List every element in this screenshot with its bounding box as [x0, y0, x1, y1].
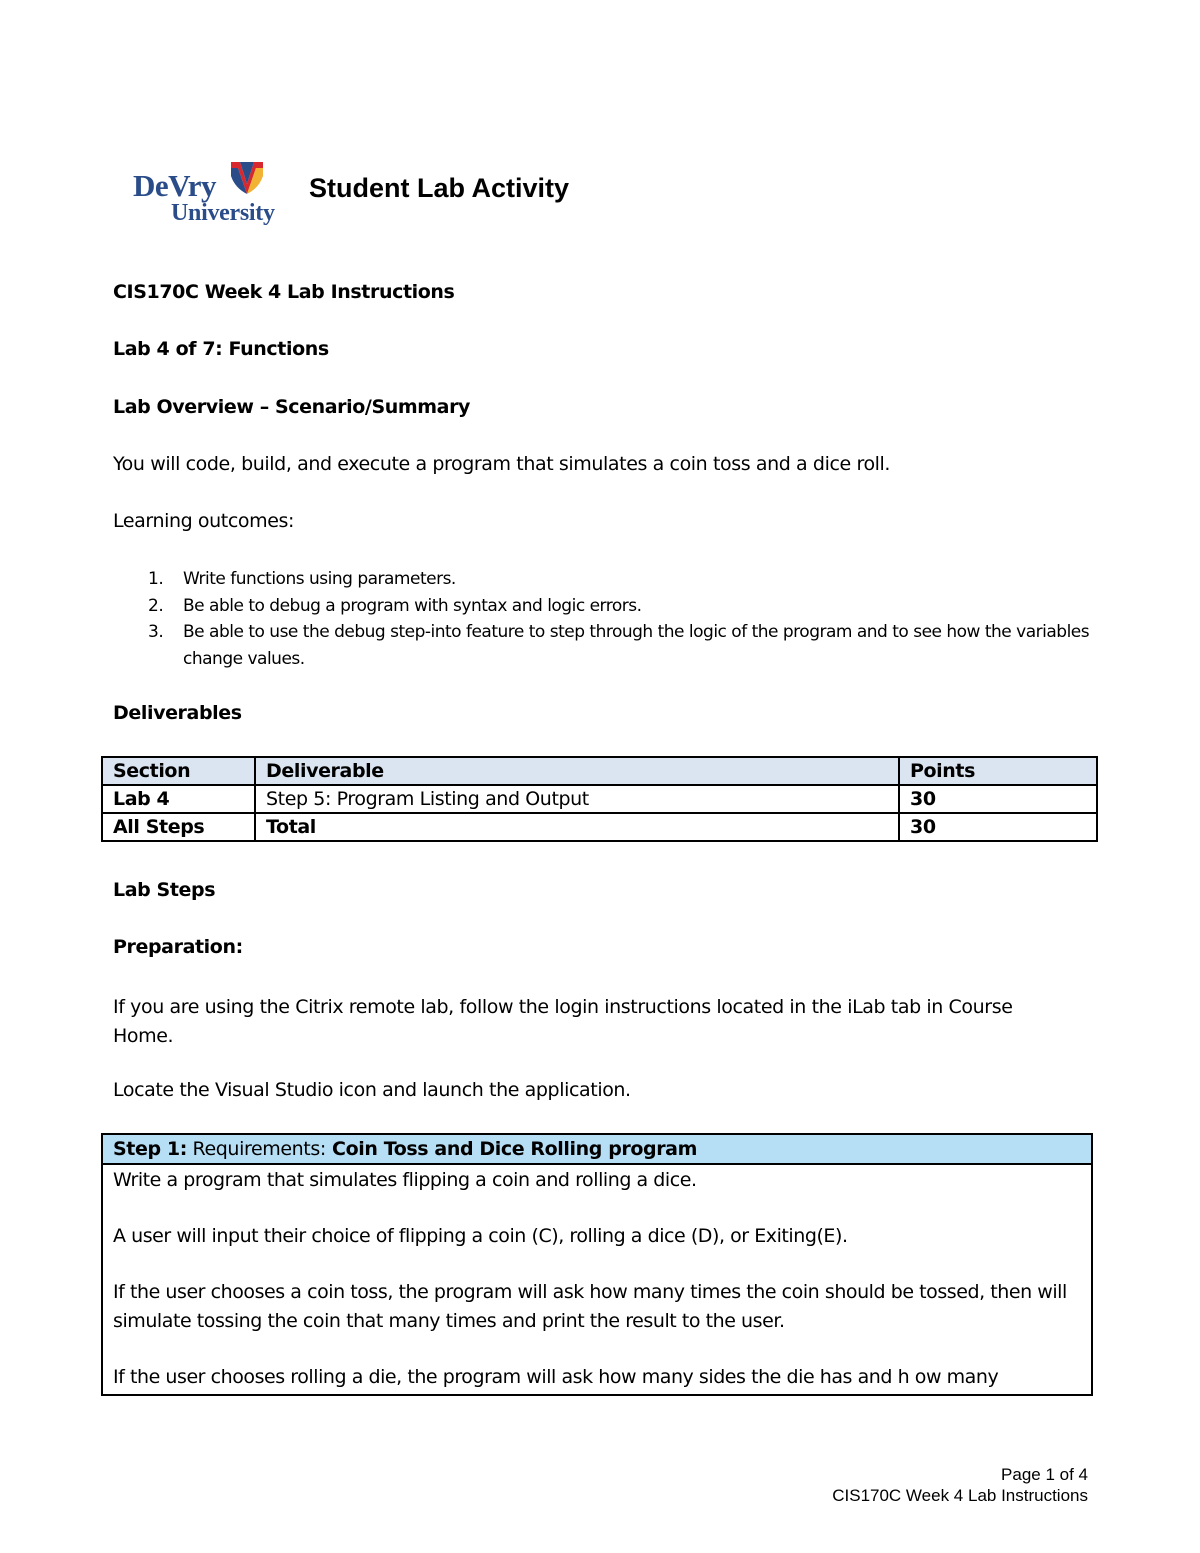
list-number: 2. — [148, 595, 164, 616]
outcomes-heading: Learning outcomes: — [113, 510, 295, 532]
table-header-cell: Deliverable — [255, 757, 899, 785]
page-number: Page 1 of 4 — [1001, 1465, 1088, 1484]
deliverables-heading: Deliverables — [113, 702, 242, 724]
table-cell: Lab 4 — [102, 785, 255, 813]
step1-label: Step 1: — [113, 1138, 187, 1160]
list-item-text: Be able to use the debug step-into feature to step through the logic of the program and to see how the variables change values. — [183, 622, 1090, 669]
table-header-cell: Points — [899, 757, 1097, 785]
step1-body — [113, 1166, 1083, 1392]
logo-text-devry: DeVry — [133, 168, 216, 203]
outcomes-list — [113, 566, 1103, 672]
list-item — [113, 566, 1103, 593]
table-cell: All Steps — [102, 813, 255, 841]
list-number: 1. — [148, 569, 164, 589]
footer-doc-name: CIS170C Week 4 Lab Instructions — [832, 1486, 1088, 1505]
lab-title: Lab 4 of 7: Functions — [113, 338, 329, 360]
list-item — [113, 619, 1103, 672]
shield-logo-icon — [229, 160, 265, 200]
step1-paragraph: If the user chooses a coin toss, the program will ask how many times the coin should be tossed, then will simulate tossing the coin that many times and print the result to the user. — [113, 1281, 1067, 1332]
preparation-text: If you are using the Citrix remote lab, follow the login instructions located in the iLab tab in Course Home. — [113, 996, 1013, 1047]
list-item — [113, 593, 1103, 620]
devry-logo — [133, 160, 278, 230]
logo-text-university: University — [171, 200, 275, 226]
table-header-cell: Section — [102, 757, 255, 785]
step1-paragraph: Write a program that simulates flipping a coin and rolling a dice. — [113, 1169, 697, 1191]
step1-header — [103, 1135, 1091, 1165]
table-row — [102, 785, 1097, 813]
step1-paragraph: A user will input their choice of flipping a coin (C), rolling a dice (D), or Exiting(E). — [113, 1225, 848, 1247]
overview-text: You will code, build, and execute a program that simulates a coin toss and a dice roll. — [113, 453, 891, 475]
table-cell: Step 5: Program Listing and Output — [255, 785, 899, 813]
course-title: CIS170C Week 4 Lab Instructions — [113, 281, 455, 303]
page-title: Student Lab Activity — [309, 173, 570, 203]
deliverables-table — [101, 756, 1098, 842]
overview-heading: Lab Overview – Scenario/Summary — [113, 396, 471, 418]
table-cell: Total — [255, 813, 899, 841]
list-item-text: Write functions using parameters. — [183, 569, 456, 589]
table-cell: 30 — [899, 813, 1097, 841]
step1-paragraph: If the user chooses rolling a die, the program will ask how many sides the die has and h ow many — [113, 1366, 999, 1388]
table-header-row — [102, 757, 1097, 785]
step1-title: Coin Toss and Dice Rolling program — [325, 1138, 698, 1160]
list-number: 3. — [148, 622, 164, 642]
step1-box — [101, 1133, 1093, 1396]
list-item-text: Be able to debug a program with syntax and logic errors. — [183, 595, 642, 616]
step1-header-text — [113, 1138, 697, 1160]
step1-kind: Requirements: — [186, 1138, 326, 1160]
locate-text: Locate the Visual Studio icon and launch the application. — [113, 1079, 631, 1101]
table-cell: 30 — [899, 785, 1097, 813]
preparation-heading: Preparation: — [113, 936, 243, 958]
lab-steps-heading: Lab Steps — [113, 879, 216, 901]
table-row — [102, 813, 1097, 841]
